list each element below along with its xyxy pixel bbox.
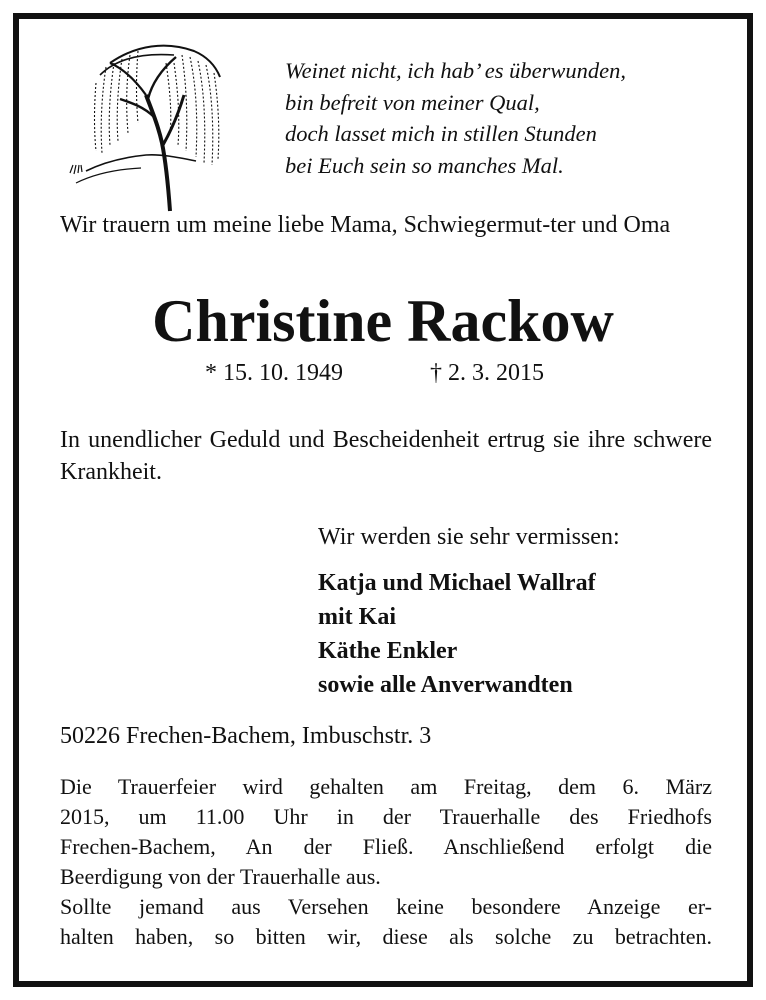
funeral-line: Die Trauerfeier wird gehalten am Freitag, dem 6. März — [60, 774, 712, 799]
poem — [285, 55, 626, 181]
funeral-notice — [60, 772, 712, 952]
funeral-line: Sollte jemand aus Versehen keine besondere Anzeige er- — [60, 894, 712, 919]
birth-date: * 15. 10. 1949 — [205, 360, 343, 386]
intro-text: Wir trauern um meine liebe Mama, Schwiegermut-ter und Oma — [60, 212, 671, 238]
funeral-line: halten haben, so bitten wir, diese als solche zu betrachten. — [60, 924, 712, 949]
poem-line: Weinet nicht, ich hab’ es überwunden, — [285, 58, 626, 83]
death-date: † 2. 3. 2015 — [430, 360, 544, 386]
illness-text: In unendlicher Geduld und Bescheidenheit ertrug sie ihre schwere Krankheit. — [60, 427, 712, 485]
funeral-line: 2015, um 11.00 Uhr in der Trauerhalle des Friedhofs — [60, 804, 712, 829]
poem-line: bin befreit von meiner Qual, — [285, 89, 540, 115]
poem-line: bei Euch sein so manches Mal. — [285, 152, 564, 178]
funeral-line: Beerdigung von der Trauerhalle aus. — [60, 864, 381, 889]
mourner-item: Käthe Enkler — [318, 638, 458, 664]
deceased-name: Christine Rackow — [152, 288, 614, 354]
mourner-item: mit Kai — [318, 604, 396, 630]
mourner-item: sowie alle Anverwandten — [318, 672, 573, 698]
mourners-list — [318, 566, 596, 702]
mourner-item: Katja und Michael Wallraf — [318, 570, 596, 596]
funeral-line: Frechen-Bachem, An der Fließ. Anschließend erfolgt die — [60, 834, 712, 859]
miss-text: Wir werden sie sehr vermissen: — [318, 524, 620, 550]
poem-line: doch lasset mich in stillen Stunden — [285, 121, 597, 146]
weeping-willow-icon — [66, 33, 226, 213]
address: 50226 Frechen-Bachem, Imbuschstr. 3 — [60, 723, 432, 749]
